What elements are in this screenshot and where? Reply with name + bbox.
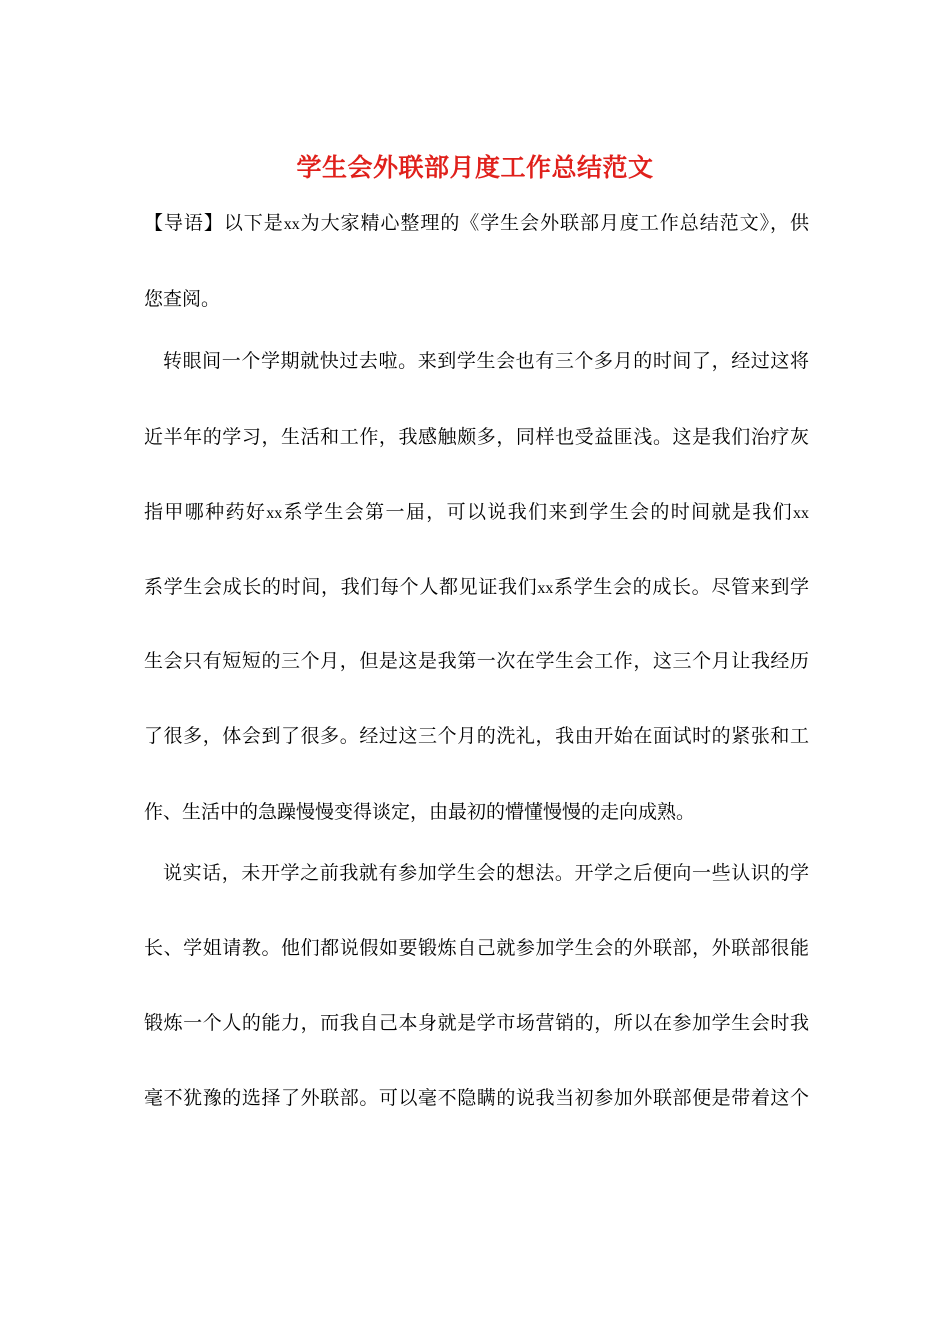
paragraph1-line-1: 转眼间一个学期就快过去啦。来到学生会也有三个多月的时间了，经过这将 xyxy=(163,350,809,372)
paragraph2-line-3: 锻炼一个人的能力，而我自己本身就是学市场营销的，所以在参加学生会时我 xyxy=(144,1012,809,1034)
intro-line-2: 您查阅。 xyxy=(144,288,221,310)
intro-text: 【导语】以下是 xyxy=(144,212,284,234)
paragraph1-line-3 xyxy=(144,497,809,527)
paragraph2-line-4: 毫不犹豫的选择了外联部。可以毫不隐瞒的说我当初参加外联部便是带着这个 xyxy=(144,1087,809,1109)
paragraph2-line-1: 说实话，未开学之前我就有参加学生会的想法。开学之后便向一些认识的学 xyxy=(163,862,809,884)
body-text: 指甲哪种药好 xyxy=(144,501,267,523)
document-title: 学生会外联部月度工作总结范文 xyxy=(296,153,654,182)
placeholder-xx: xx xyxy=(283,216,300,233)
body-text: 系学生会的成长。尽管来到学 xyxy=(553,576,809,598)
intro-line-1 xyxy=(144,208,809,238)
paragraph1-line-6: 了很多，体会到了很多。经过这三个月的洗礼，我由开始在面试时的紧张和工 xyxy=(144,725,809,747)
paragraph1-line-5: 生会只有短短的三个月，但是这是我第一次在学生会工作，这三个月让我经历 xyxy=(144,650,809,672)
body-text: 系学生会成长的时间，我们每个人都见证我们 xyxy=(144,576,538,598)
intro-text: 为大家精心整理的《学生会外联部月度工作总结范文》，供 xyxy=(299,212,809,234)
paragraph1-line-7: 作、生活中的急躁慢慢变得谈定，由最初的懵懂慢慢的走向成熟。 xyxy=(144,801,696,823)
placeholder-xx: xx xyxy=(537,580,554,597)
body-text: 系学生会第一届，可以说我们来到学生会的时间就是我们 xyxy=(282,501,793,523)
placeholder-xx: xx xyxy=(266,505,283,522)
paragraph1-line-4 xyxy=(144,572,809,602)
paragraph1-line-2: 近半年的学习，生活和工作，我感触颇多，同样也受益匪浅。这是我们治疗灰 xyxy=(144,426,809,448)
paragraph2-line-2: 长、学姐请教。他们都说假如要锻炼自己就参加学生会的外联部，外联部很能 xyxy=(144,937,809,959)
placeholder-xx: xx xyxy=(792,505,809,522)
